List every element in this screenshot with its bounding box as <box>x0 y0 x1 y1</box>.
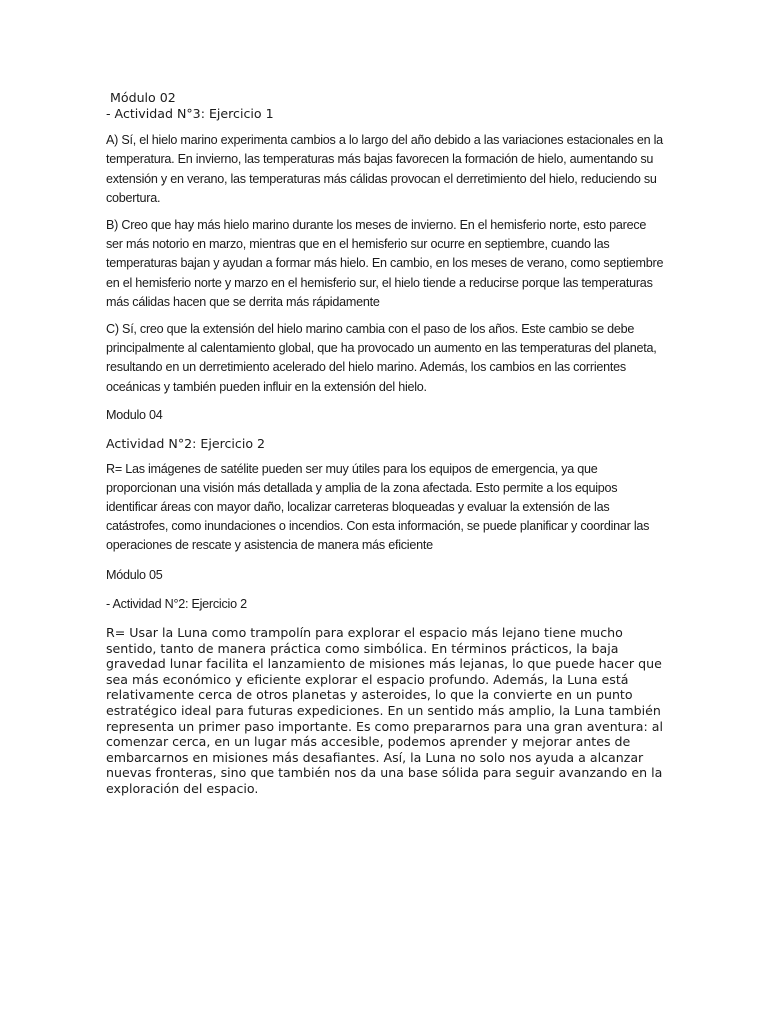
module-05-answer: R= Usar la Luna como trampolín para explorar el espacio más lejano tiene mucho sentido, tanto de manera práctica como simbólica. En términos prácticos, la baja gravedad lunar facilita el lanzamiento de misiones más lejanas, lo que puede hacer que sea más económico y eficiente explorar el espacio profundo. Además, la Luna está relativamente cerca de otros planetas y asteroides, lo que la convierte en un punto estratégico ideal para futuras expediciones. En un sentido más amplio, la Luna también representa un primer paso importante. Es como prepararnos para una gran aventura: al comenzar cerca, en un lugar más accesible, podemos aprender y mejorar antes de embarcarnos en misiones más desafiantes. Así, la Luna no solo nos ayuda a alcanzar nuevas fronteras, sino que también nos da una base sólida para seguir avanzando en la exploración del espacio. <box>106 625 663 796</box>
module-02-answer-b: B) Creo que hay más hielo marino durante los meses de invierno. En el hemisferio norte, esto parece ser más notorio en marzo, mientras que en el hemisferio sur ocurre en septiembre, cuando las temperaturas bajan y ayudan a formar más hielo. En cambio, en los meses de verano, como septiembre en el hemisferio norte y marzo en el hemisferio sur, el hielo tiende a reducirse porque las temperaturas más cálidas hacen que se derrita más rápidamente <box>106 218 664 309</box>
module-02-answer-c: C) Sí, creo que la extensión del hielo marino cambia con el paso de los años. Este cambio se debe principalmente al calentamiento global, que ha provocado un aumento en las temperaturas del planeta, resultando en un derretimiento acelerado del hielo marino. Además, los cambios en las corrientes oceánicas y también pueden influir en la extensión del hielo. <box>106 322 657 394</box>
module-02-heading: Módulo 02 <box>110 90 176 105</box>
module-02-answer-a: A) Sí, el hielo marino experimenta cambios a lo largo del año debido a las variaciones estacionales en la temperatura. En invierno, las temperaturas más bajas favorecen la formación de hielo, aumentando su extensión y en verano, las temperaturas más cálidas provocan el derretimiento del hielo, reduciendo su cobertura. <box>106 133 663 205</box>
module-04-activity: Actividad N°2: Ejercicio 2 <box>106 436 266 452</box>
module-05-heading: Módulo 05 <box>106 567 163 582</box>
module-04-answer: R= Las imágenes de satélite pueden ser muy útiles para los equipos de emergencia, ya que proporcionan una visión más detallada y amplia de la zona afectada. Esto permite a los equipos identificar áreas con mayor daño, localizar carreteras bloqueadas y evaluar la extensión de las catástrofes, como inundaciones o incendios. Con esta información, se puede planificar y coordinar las operaciones de rescate y asistencia de manera más eficiente <box>106 461 650 553</box>
module-05-activity: - Actividad N°2: Ejercicio 2 <box>106 596 247 611</box>
module-02-activity: - Actividad N°3: Ejercicio 1 <box>106 105 274 121</box>
document-page <box>106 90 666 797</box>
module-04-heading: Modulo 04 <box>106 407 163 422</box>
